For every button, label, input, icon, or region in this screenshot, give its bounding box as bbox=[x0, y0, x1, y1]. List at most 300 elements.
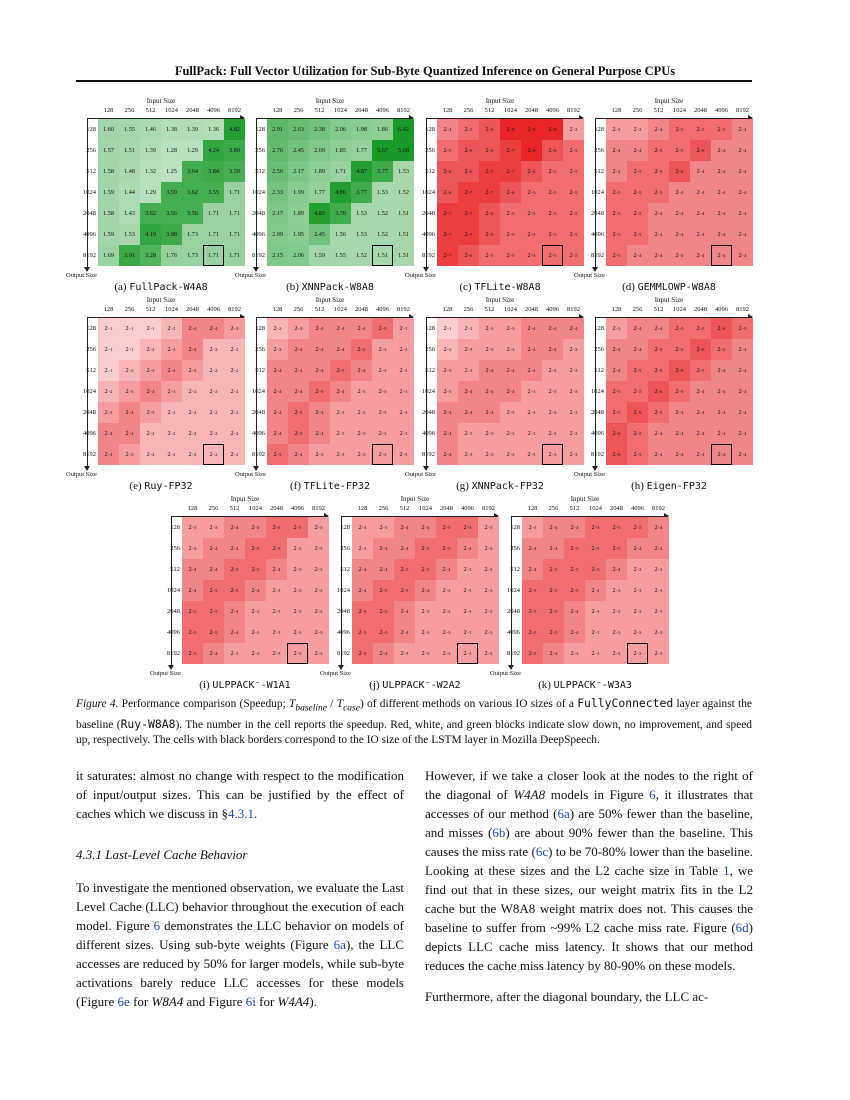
cell-exponent: −3 bbox=[594, 651, 600, 656]
heatmap-cell bbox=[669, 360, 690, 381]
row-tick: 2048 bbox=[337, 608, 350, 615]
heatmap-cell bbox=[351, 444, 372, 465]
heatmap-cell bbox=[542, 161, 563, 182]
cell-exponent: −4 bbox=[573, 630, 579, 635]
cell-base: 2 bbox=[485, 451, 489, 458]
cell-exponent: −2 bbox=[212, 389, 218, 394]
cell-base: 2 bbox=[399, 367, 403, 374]
heatmap-cell bbox=[436, 538, 457, 559]
cell-base: 2 bbox=[696, 168, 700, 175]
heatmap-panel-d bbox=[574, 97, 754, 297]
cell-exponent: −4 bbox=[741, 190, 747, 195]
heatmap-grid bbox=[522, 517, 669, 664]
output-size-ticks bbox=[317, 517, 352, 664]
cell-base: 2 bbox=[442, 524, 446, 531]
heatmap-panel-k bbox=[490, 495, 670, 695]
heatmap-cell bbox=[711, 119, 732, 140]
cell-exponent: −3 bbox=[381, 431, 387, 436]
heatmap-cell bbox=[98, 339, 119, 360]
cell-exponent: −4 bbox=[360, 326, 366, 331]
row-tick: 2048 bbox=[252, 210, 265, 217]
cell-exponent: −4 bbox=[107, 452, 113, 457]
heatmap-cell bbox=[437, 245, 458, 266]
cell-exponent: −1 bbox=[107, 347, 113, 352]
column-tick: 2048 bbox=[440, 505, 453, 512]
cell-base: 2 bbox=[569, 231, 573, 238]
cell-exponent: −4 bbox=[699, 232, 705, 237]
figure-link[interactable]: 6a bbox=[333, 937, 346, 952]
row-tick: 4096 bbox=[83, 430, 96, 437]
figure-link[interactable]: 6b bbox=[492, 825, 506, 840]
heatmap-cell bbox=[309, 423, 330, 444]
cell-base: 2 bbox=[528, 545, 532, 552]
row-tick: 256 bbox=[594, 147, 604, 154]
heatmap-cell bbox=[732, 161, 753, 182]
heatmap-cell bbox=[203, 318, 224, 339]
column-tick: 1024 bbox=[334, 306, 347, 313]
column-tick: 1024 bbox=[504, 107, 517, 114]
cell-base: 2 bbox=[527, 147, 531, 154]
heatmap-cell bbox=[437, 203, 458, 224]
heatmap-cell bbox=[287, 538, 308, 559]
cell-base: 2 bbox=[549, 629, 553, 636]
figure-link[interactable]: 6c bbox=[535, 844, 549, 859]
cell-exponent: −4 bbox=[636, 546, 642, 551]
cell-exponent: −3 bbox=[381, 347, 387, 352]
cell-exponent: −2 bbox=[233, 410, 239, 415]
heatmap-cell bbox=[203, 161, 224, 182]
cell-exponent: −4 bbox=[170, 368, 176, 373]
cell-value: 4.83 bbox=[314, 210, 325, 217]
heatmap-cell bbox=[690, 203, 711, 224]
cell-base: 2 bbox=[400, 587, 404, 594]
cell-exponent: −6 bbox=[467, 253, 473, 258]
heatmap-cell bbox=[437, 360, 458, 381]
cell-exponent: −4 bbox=[339, 326, 345, 331]
heatmap-cell bbox=[436, 601, 457, 622]
heatmap-cell bbox=[98, 402, 119, 423]
cell-exponent: −6 bbox=[467, 148, 473, 153]
cell-exponent: −3 bbox=[445, 588, 451, 593]
cell-base: 2 bbox=[104, 346, 108, 353]
cell-exponent: −4 bbox=[276, 410, 282, 415]
heatmap-cell bbox=[732, 119, 753, 140]
cell-value: 5.67 bbox=[377, 147, 388, 154]
cell-exponent: −4 bbox=[275, 567, 281, 572]
heatmap-cell bbox=[648, 182, 669, 203]
heatmap-cell bbox=[372, 182, 393, 203]
heatmap-cell bbox=[394, 643, 415, 664]
cell-exponent: −4 bbox=[720, 368, 726, 373]
heatmap-cell bbox=[606, 318, 627, 339]
cell-base: 2 bbox=[612, 430, 616, 437]
panel-label: (i) bbox=[199, 679, 210, 691]
row-tick: 256 bbox=[86, 346, 96, 353]
input-size-title: Input Size bbox=[485, 97, 515, 105]
column-tick: 8192 bbox=[397, 107, 410, 114]
heatmap-cell bbox=[140, 339, 161, 360]
cell-exponent: −5 bbox=[699, 368, 705, 373]
cell-exponent: −4 bbox=[720, 169, 726, 174]
heatmap-cell bbox=[309, 161, 330, 182]
heatmap-cell bbox=[648, 161, 669, 182]
column-tick: 1024 bbox=[419, 505, 432, 512]
left-p1-end: . bbox=[254, 806, 258, 821]
cell-exponent: −5 bbox=[424, 546, 430, 551]
cell-base: 2 bbox=[654, 451, 658, 458]
heatmap-cell bbox=[690, 245, 711, 266]
cell-base: 2 bbox=[464, 409, 468, 416]
cell-base: 2 bbox=[336, 346, 340, 353]
heatmap-cell bbox=[669, 318, 690, 339]
cell-base: 2 bbox=[506, 430, 510, 437]
cell-exponent: −5 bbox=[657, 148, 663, 153]
panel-label: (g) bbox=[456, 480, 469, 492]
cell-exponent: −2 bbox=[149, 347, 155, 352]
panel-caption bbox=[584, 480, 754, 492]
panel-caption bbox=[245, 480, 415, 492]
cell-base: 2 bbox=[675, 430, 679, 437]
cell-base: 2 bbox=[209, 409, 213, 416]
cell-exponent: −4 bbox=[531, 546, 537, 551]
cell-base: 2 bbox=[378, 325, 382, 332]
figure-link[interactable]: 6 bbox=[649, 787, 656, 802]
heatmap-cell bbox=[182, 601, 203, 622]
cell-value: 3.91 bbox=[124, 252, 135, 259]
heatmap-cell bbox=[288, 402, 309, 423]
cell-exponent: −3 bbox=[657, 588, 663, 593]
cell-exponent: −4 bbox=[361, 567, 367, 572]
heatmap-cell bbox=[479, 140, 500, 161]
right-p1-b: models in Figure bbox=[545, 787, 650, 802]
heatmap-grid bbox=[606, 318, 753, 465]
cell-base: 2 bbox=[188, 409, 192, 416]
heatmap-cell bbox=[352, 517, 373, 538]
cell-base: 2 bbox=[293, 587, 297, 594]
cell-exponent: −4 bbox=[424, 525, 430, 530]
cell-value: 4.19 bbox=[145, 231, 156, 238]
cell-base: 2 bbox=[443, 126, 447, 133]
cell-base: 2 bbox=[400, 524, 404, 531]
heatmap-cell bbox=[564, 601, 585, 622]
cell-base: 2 bbox=[167, 409, 171, 416]
heatmap-cell bbox=[352, 559, 373, 580]
heatmap-cell bbox=[288, 318, 309, 339]
cell-base: 2 bbox=[485, 346, 489, 353]
heatmap-grid bbox=[182, 517, 329, 664]
figure-link[interactable]: 6a bbox=[557, 806, 570, 821]
heatmap-cell bbox=[182, 140, 203, 161]
cell-exponent: −4 bbox=[318, 368, 324, 373]
cell-base: 2 bbox=[315, 346, 319, 353]
heatmap-cell bbox=[119, 224, 140, 245]
cell-base: 2 bbox=[464, 388, 468, 395]
cell-exponent: −4 bbox=[741, 211, 747, 216]
cell-exponent: −3 bbox=[509, 347, 515, 352]
cell-base: 2 bbox=[314, 629, 318, 636]
cell-base: 2 bbox=[548, 346, 552, 353]
heatmap-cell bbox=[182, 580, 203, 601]
heatmap-cell bbox=[500, 318, 521, 339]
cell-base: 2 bbox=[506, 451, 510, 458]
heatmap-cell bbox=[267, 423, 288, 444]
row-tick: 8192 bbox=[83, 451, 96, 458]
panel-method: TFLite-W8A8 bbox=[474, 282, 541, 293]
row-tick: 8192 bbox=[422, 252, 435, 259]
cell-exponent: −3 bbox=[275, 651, 281, 656]
heatmap-cell bbox=[437, 119, 458, 140]
heatmap-cell bbox=[437, 444, 458, 465]
cell-exponent: −3 bbox=[317, 630, 323, 635]
cell-base: 2 bbox=[357, 430, 361, 437]
heatmap-cell bbox=[203, 622, 224, 643]
heatmap-cell bbox=[372, 318, 393, 339]
cell-base: 2 bbox=[484, 524, 488, 531]
cell-value: 3.59 bbox=[166, 189, 177, 196]
cell-base: 2 bbox=[738, 168, 742, 175]
heatmap-cell bbox=[161, 161, 182, 182]
column-tick: 128 bbox=[527, 505, 538, 512]
cell-exponent: −5 bbox=[615, 389, 621, 394]
column-tick: 128 bbox=[442, 107, 453, 114]
cell-base: 2 bbox=[314, 587, 318, 594]
cell-base: 2 bbox=[528, 608, 532, 615]
cell-value: 1.99 bbox=[293, 189, 304, 196]
panel-method: ULPPACK⁻-W3A3 bbox=[553, 680, 632, 691]
cell-exponent: −5 bbox=[466, 525, 472, 530]
cell-exponent: −4 bbox=[720, 190, 726, 195]
heatmap-cell bbox=[161, 203, 182, 224]
cell-base: 2 bbox=[738, 367, 742, 374]
cell-base: 2 bbox=[612, 367, 616, 374]
cell-base: 2 bbox=[612, 189, 616, 196]
column-tick: 4096 bbox=[715, 107, 728, 114]
cell-exponent: −5 bbox=[530, 190, 536, 195]
row-tick: 1024 bbox=[507, 587, 520, 594]
figure-link[interactable]: 6i bbox=[245, 994, 256, 1009]
output-size-title: Output Size bbox=[66, 471, 97, 478]
column-tick: 128 bbox=[187, 505, 198, 512]
heatmap-cell bbox=[648, 538, 669, 559]
row-tick: 1024 bbox=[83, 189, 96, 196]
cell-base: 2 bbox=[188, 650, 192, 657]
heatmap-cell bbox=[373, 517, 394, 538]
cell-value: 2.06 bbox=[335, 126, 346, 133]
heatmap-cell bbox=[394, 517, 415, 538]
cell-exponent: −5 bbox=[276, 452, 282, 457]
cell-exponent: −5 bbox=[657, 410, 663, 415]
cell-exponent: −5 bbox=[361, 651, 367, 656]
cell-base: 2 bbox=[569, 168, 573, 175]
panel-method: ULPPACK⁻-W2A2 bbox=[382, 680, 461, 691]
cell-base: 2 bbox=[527, 451, 531, 458]
output-size-ticks bbox=[235, 119, 267, 266]
cell-exponent: −3 bbox=[445, 630, 451, 635]
heatmap-cell bbox=[203, 339, 224, 360]
heatmap-cell bbox=[458, 381, 479, 402]
heatmap-cell bbox=[606, 245, 627, 266]
row-tick: 4096 bbox=[252, 430, 265, 437]
cell-base: 2 bbox=[633, 231, 637, 238]
cell-base: 2 bbox=[358, 650, 362, 657]
cell-exponent: −5 bbox=[615, 190, 621, 195]
cell-base: 2 bbox=[591, 566, 595, 573]
heatmap-cell bbox=[543, 559, 564, 580]
figure-link[interactable]: 6 bbox=[153, 918, 161, 933]
cell-exponent: −5 bbox=[699, 127, 705, 132]
column-tick: 1024 bbox=[334, 107, 347, 114]
cell-value: 1.98 bbox=[356, 126, 367, 133]
cell-base: 2 bbox=[230, 409, 234, 416]
heatmap-cell bbox=[267, 119, 288, 140]
cell-exponent: −3 bbox=[467, 431, 473, 436]
heatmap-cell bbox=[98, 203, 119, 224]
cell-exponent: −4 bbox=[551, 326, 557, 331]
cell-base: 2 bbox=[633, 524, 637, 531]
heatmap-cell bbox=[394, 601, 415, 622]
cell-exponent: −5 bbox=[636, 452, 642, 457]
cell-value: 1.73 bbox=[187, 252, 198, 259]
cell-base: 2 bbox=[104, 451, 108, 458]
cell-base: 2 bbox=[443, 430, 447, 437]
cell-base: 2 bbox=[336, 325, 340, 332]
output-size-ticks bbox=[66, 318, 98, 465]
heatmap-cell bbox=[606, 203, 627, 224]
cell-base: 2 bbox=[463, 545, 467, 552]
cell-base: 2 bbox=[273, 430, 277, 437]
cell-exponent: −4 bbox=[699, 452, 705, 457]
heatmap-cell bbox=[436, 559, 457, 580]
heatmap-cell bbox=[606, 622, 627, 643]
cell-value: 1.53 bbox=[377, 189, 388, 196]
cell-base: 2 bbox=[654, 608, 658, 615]
heatmap-cell bbox=[119, 360, 140, 381]
row-tick: 1024 bbox=[591, 189, 604, 196]
cell-base: 2 bbox=[675, 189, 679, 196]
cell-exponent: −3 bbox=[317, 546, 323, 551]
cell-base: 2 bbox=[209, 566, 213, 573]
cell-base: 2 bbox=[358, 545, 362, 552]
cell-base: 2 bbox=[464, 168, 468, 175]
cell-exponent: −7 bbox=[446, 232, 452, 237]
cell-base: 2 bbox=[675, 409, 679, 416]
cell-base: 2 bbox=[569, 325, 573, 332]
cell-exponent: −7 bbox=[467, 190, 473, 195]
section-link[interactable]: 4.3.1 bbox=[228, 806, 254, 821]
column-tick: 512 bbox=[145, 306, 156, 313]
cell-base: 2 bbox=[548, 367, 552, 374]
heatmap-cell bbox=[224, 643, 245, 664]
cell-exponent: −3 bbox=[636, 567, 642, 572]
cell-value: 3.77 bbox=[356, 189, 367, 196]
cell-value: 2.91 bbox=[272, 126, 283, 133]
figure-label: Figure 4. bbox=[76, 698, 119, 710]
heatmap-cell bbox=[203, 140, 224, 161]
cell-base: 2 bbox=[675, 325, 679, 332]
cell-base: 2 bbox=[527, 325, 531, 332]
cell-base: 2 bbox=[738, 409, 742, 416]
cell-exponent: −5 bbox=[360, 347, 366, 352]
panel-caption bbox=[330, 679, 500, 691]
cell-value: 2.09 bbox=[314, 147, 325, 154]
heatmap-cell bbox=[437, 402, 458, 423]
cell-value: 2.17 bbox=[272, 210, 283, 217]
cell-value: 4.87 bbox=[356, 168, 367, 175]
figure-link[interactable]: 6d bbox=[735, 920, 749, 935]
cell-base: 2 bbox=[272, 650, 276, 657]
heatmap-panel-f bbox=[235, 296, 415, 496]
cell-exponent: −5 bbox=[572, 253, 578, 258]
cell-base: 2 bbox=[591, 629, 595, 636]
cell-base: 2 bbox=[188, 388, 192, 395]
heatmap-cell bbox=[203, 381, 224, 402]
heatmap-cell bbox=[203, 203, 224, 224]
cell-exponent: −8 bbox=[551, 127, 557, 132]
cell-exponent: −6 bbox=[615, 431, 621, 436]
heatmap-cell bbox=[690, 140, 711, 161]
heatmap-cell bbox=[373, 622, 394, 643]
heatmap-cell bbox=[140, 423, 161, 444]
cell-exponent: −4 bbox=[339, 389, 345, 394]
left-p2-a: To investigate the mentioned observation, we evaluate the Last Level Cache (LLC) behavior throughout the execution of each model. Figure bbox=[76, 880, 404, 933]
heatmap-cell bbox=[479, 182, 500, 203]
output-size-title: Output Size bbox=[235, 272, 266, 279]
cell-exponent: −4 bbox=[191, 588, 197, 593]
figure-link[interactable]: 6e bbox=[117, 994, 130, 1009]
cell-exponent: −5 bbox=[296, 525, 302, 530]
cell-exponent: −2 bbox=[233, 347, 239, 352]
cell-exponent: −4 bbox=[446, 431, 452, 436]
cell-base: 2 bbox=[570, 587, 574, 594]
column-tick: 2048 bbox=[186, 107, 199, 114]
heatmap-cell bbox=[288, 119, 309, 140]
cell-base: 2 bbox=[273, 388, 277, 395]
cell-base: 2 bbox=[570, 608, 574, 615]
heatmap-cell bbox=[606, 423, 627, 444]
output-size-title: Output Size bbox=[405, 471, 436, 478]
cell-base: 2 bbox=[549, 545, 553, 552]
table-link[interactable]: 1 bbox=[723, 863, 730, 878]
cell-exponent: −3 bbox=[233, 651, 239, 656]
cell-exponent: −3 bbox=[636, 609, 642, 614]
cell-base: 2 bbox=[104, 325, 108, 332]
cell-exponent: −4 bbox=[615, 169, 621, 174]
heatmap-cell bbox=[266, 622, 287, 643]
cell-exponent: −4 bbox=[403, 630, 409, 635]
cell-value: 1.59 bbox=[103, 231, 114, 238]
cell-exponent: −5 bbox=[657, 347, 663, 352]
cell-base: 2 bbox=[421, 587, 425, 594]
cell-base: 2 bbox=[463, 629, 467, 636]
heatmap-cell bbox=[521, 161, 542, 182]
cell-exponent: −3 bbox=[467, 368, 473, 373]
heatmap-cell bbox=[98, 245, 119, 266]
cell-value: 1.71 bbox=[208, 231, 219, 238]
cell-base: 2 bbox=[104, 409, 108, 416]
cell-exponent: −3 bbox=[381, 368, 387, 373]
cell-value: 1.52 bbox=[377, 210, 388, 217]
heatmap-cell bbox=[585, 580, 606, 601]
heatmap-cell bbox=[606, 182, 627, 203]
heatmap-cell bbox=[732, 360, 753, 381]
cell-exponent: −5 bbox=[531, 588, 537, 593]
input-size-title: Input Size bbox=[570, 495, 600, 503]
cell-base: 2 bbox=[379, 566, 383, 573]
model-name: W4A8 bbox=[513, 787, 546, 802]
output-size-title: Output Size bbox=[66, 272, 97, 279]
cell-exponent: −6 bbox=[509, 190, 515, 195]
cell-exponent: −4 bbox=[657, 431, 663, 436]
